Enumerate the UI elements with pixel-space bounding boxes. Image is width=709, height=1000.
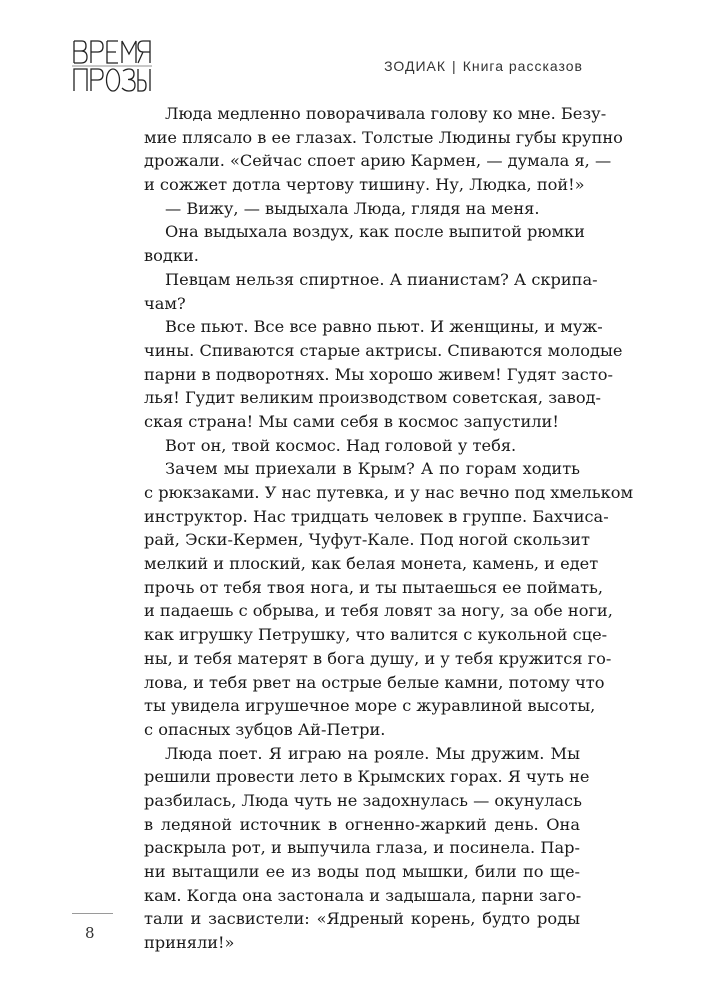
running-header: [384, 58, 583, 74]
text-line: Вот он, твой космос. Над головой у тебя.: [165, 435, 517, 455]
text-line: ты увидела игрушечное море с журавлиной высоты,: [144, 696, 596, 716]
text-line: водки.: [144, 246, 199, 266]
text-line: в ледяной источник в огненно-жаркий день. Она: [144, 814, 580, 834]
text-line: чам?: [144, 293, 186, 313]
running-title-book: ЗОДИАК: [384, 58, 447, 74]
vremya-prozy-logo-icon: [72, 38, 152, 94]
text-line: ны, и тебя матерят в бога душу, и у тебя кружится го-: [144, 648, 612, 668]
text-line: и падаешь с обрыва, и тебя ловят за ногу, за обе ноги,: [144, 601, 613, 621]
text-line: Певцам нельзя спиртное. А пианистам? А скрипа-: [165, 269, 598, 289]
text-line: лова, и тебя рвет на острые белые камни, потому что: [144, 672, 605, 692]
text-line: рай, Эски-Кермен, Чуфут-Кале. Под ногой скользит: [144, 530, 590, 550]
footer-rule: [72, 913, 113, 914]
text-line: Все пьют. Все все равно пьют. И женщины, и муж-: [165, 317, 603, 337]
text-line: как игрушку Петрушку, что валится с кукольной сце-: [144, 625, 608, 645]
text-line: мелкий и плоский, как белая монета, камень, и едет: [144, 554, 599, 574]
text-line: дрожали. «Сейчас споет арию Кармен, — думала я, —: [144, 151, 612, 171]
text-line: прочь от тебя твоя нога, и ты пытаешься ее поймать,: [144, 577, 604, 597]
text-line: ская страна! Мы сами себя в космос запустили!: [144, 411, 559, 431]
text-line: чины. Спиваются старые актрисы. Спиваются молодые: [144, 340, 623, 360]
text-line: Зачем мы приехали в Крым? А по горам ходить: [165, 459, 580, 479]
page-number: 8: [85, 924, 95, 942]
text-line: кам. Когда она застонала и задышала, парни заго-: [144, 885, 582, 905]
publisher-logo: [72, 38, 152, 94]
text-line: разбилась, Люда чуть не задохнулась — окунулась: [144, 790, 582, 810]
text-line: и сожжет дотла чертову тишину. Ну, Людка, пой!»: [144, 175, 585, 195]
text-line: ни вытащили ее из воды под мышки, били по ще-: [144, 862, 580, 881]
text-line: Люда поет. Я играю на рояле. Мы дружим. Мы: [165, 743, 580, 763]
running-title-subtitle: Книга рассказов: [462, 58, 583, 74]
text-line: Люда медленно поворачивала голову ко мне. Безу-: [165, 104, 607, 123]
text-line: с рюкзаками. У нас путевка, и у нас вечно под хмельком: [144, 483, 634, 502]
text-line: мие плясало в ее глазах. Толстые Людины губы крупно: [144, 127, 623, 147]
text-line: лья! Гудит великим производством советская, завод-: [144, 388, 601, 408]
text-line: парни в подворотнях. Мы хорошо живем! Гудят засто-: [144, 364, 614, 384]
body-text: [144, 102, 634, 955]
text-line: раскрыла рот, и выпучила глаза, и посинела. Пар-: [144, 838, 580, 858]
text-line: с опасных зубцов Ай-Петри.: [144, 719, 386, 739]
text-line: инструктор. Нас тридцать человек в группе. Бахчиса-: [144, 506, 609, 526]
text-line: решили провести лето в Крымских горах. Я чуть не: [144, 767, 590, 787]
text-line: Она выдыхала воздух, как после выпитой рюмки: [165, 222, 585, 242]
text-line: тали и засвистели: «Ядреный корень, будто роды: [144, 909, 580, 929]
text-line: — Вижу, — выдыхала Люда, глядя на меня.: [165, 198, 540, 218]
text-line: приняли!»: [144, 933, 235, 953]
header-separator: |: [452, 58, 457, 74]
